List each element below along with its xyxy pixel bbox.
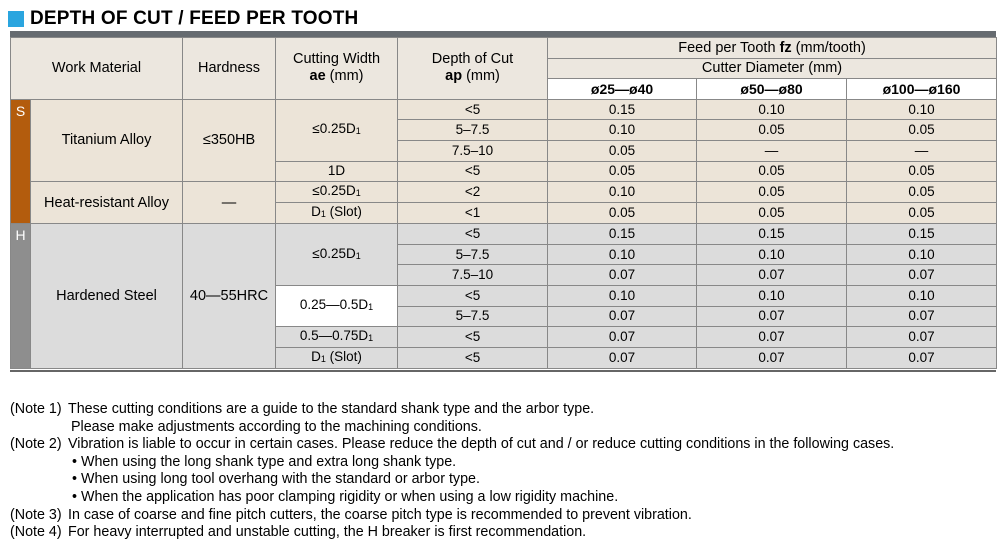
feed-cell: 0.05 [697,120,847,141]
feed-cell: 0.05 [847,120,997,141]
depth-cell: <5 [398,161,548,182]
width-value: D [311,204,321,220]
feed-cell: 0.10 [847,99,997,120]
width-value: ≤0.25D [312,183,356,199]
width-subscript: 1 [355,126,361,137]
note-text: Vibration is liable to occur in certain cases. Please reduce the depth of cut and / or reduce cutting conditions in the following cases. [68,436,895,453]
depth-unit: (mm) [462,68,500,85]
hardness-heat-resistant: — [183,182,276,224]
feed-cell: 0.10 [697,99,847,120]
note-2-bullet: • When the application has poor clamping rigidity or when using a low rigidity machine. [72,488,619,505]
hardness-hardened-steel: 40—55HRC [183,224,276,369]
depth-cell: <5 [398,99,548,120]
note-2 [10,436,995,454]
depth-label: Depth of Cut [431,51,514,68]
note-label: (Note 1) [10,401,62,417]
width-value: 0.25—0.5D [299,297,369,313]
feed-cell: 0.07 [847,327,997,348]
width-steel-05-075 [276,327,398,348]
depth-cell: 5–7.5 [398,120,548,141]
feed-cell: 0.05 [697,182,847,203]
feed-cell: 0.07 [847,348,997,369]
feed-cell: 0.10 [548,182,697,203]
header-cutter-diameter: Cutter Diameter (mm) [548,58,997,79]
width-steel-025 [276,224,398,286]
feed-cell: 0.10 [697,244,847,265]
depth-cell: 7.5–10 [398,265,548,286]
feed-unit: (mm/tooth) [791,39,866,56]
note-4 [10,524,995,542]
feed-symbol: fz [779,39,792,56]
depth-cell: 5–7.5 [398,306,548,327]
feed-cell: 0.15 [548,224,697,245]
header-diameter-50-80: ø50—ø80 [697,79,847,100]
feed-label: Feed per Tooth [678,39,780,56]
width-titanium-025 [276,99,398,161]
depth-cell: <5 [398,327,548,348]
depth-cell: <5 [398,348,548,369]
header-cutting-width [276,38,398,100]
depth-cell: 5–7.5 [398,244,548,265]
feed-cell: 0.05 [847,161,997,182]
feed-cell: 0.10 [847,285,997,306]
feed-cell: 0.07 [548,348,697,369]
width-value: 0.5—0.75D [299,328,369,344]
note-2-bullet: • When using the long shank type and extra long shank type. [72,453,457,470]
feed-cell: 0.07 [847,265,997,286]
header-diameter-25-40: ø25—ø40 [548,79,697,100]
width-heat-025 [276,182,398,203]
table-row [11,224,997,245]
depth-cell: <1 [398,203,548,224]
feed-cell: 0.10 [697,285,847,306]
header-hardness: Hardness [183,38,276,100]
material-heat-resistant: Heat-resistant Alloy [31,182,183,224]
width-heat-slot [276,203,398,224]
material-titanium: Titanium Alloy [31,99,183,181]
note-text: In case of coarse and fine pitch cutters, the coarse pitch type is recommended to prevent vibration. [68,506,692,523]
feed-cell: 0.15 [697,224,847,245]
width-value: ≤0.25D [312,245,356,261]
table-row [11,99,997,120]
feed-cell: 0.05 [548,140,697,161]
feed-cell: 0.07 [548,327,697,348]
width-value: D [311,349,321,365]
cutting-width-label: Cutting Width [292,51,381,68]
width-suffix: (Slot) [325,349,362,365]
feed-cell: 0.07 [548,306,697,327]
feed-cell: 0.05 [548,203,697,224]
feed-cell: 0.10 [548,244,697,265]
header-feed-per-tooth [548,38,997,59]
feed-cell: 0.07 [548,265,697,286]
feed-cell: 0.07 [697,306,847,327]
note-2-bullet: • When using long tool overhang with the standard or arbor type. [72,471,480,488]
cutting-width-symbol: ae [309,68,326,85]
material-hardened-steel: Hardened Steel [31,224,183,369]
hardness-titanium: ≤350HB [183,99,276,181]
cutting-width-unit: (mm) [325,68,364,85]
feed-cell: 0.05 [847,203,997,224]
width-value: ≤0.25D [312,121,356,137]
cutting-conditions-table [10,37,997,369]
note-1 [10,401,995,419]
feed-cell: 0.10 [548,285,697,306]
group-h-label: H [15,227,26,244]
note-label: (Note 3) [10,506,62,523]
feed-cell: 0.05 [697,161,847,182]
feed-cell: 0.05 [697,203,847,224]
feed-cell: 0.07 [697,348,847,369]
title-text: DEPTH OF CUT / FEED PER TOOTH [30,8,359,29]
width-suffix: (Slot) [325,204,362,220]
feed-cell: 0.05 [548,161,697,182]
note-text: These cutting conditions are a guide to the standard shank type and the arbor type. [68,401,595,417]
feed-cell: 0.10 [548,120,697,141]
title-marker-icon [8,11,24,27]
notes-section [10,401,995,542]
feed-cell: — [847,140,997,161]
feed-cell: 0.05 [847,182,997,203]
header-diameter-100-160: ø100—ø160 [847,79,997,100]
note-3 [10,507,995,525]
depth-cell: <2 [398,182,548,203]
depth-symbol: ap [445,68,463,85]
width-steel-025-05 [276,285,398,326]
width-steel-slot [276,348,398,369]
note-label: (Note 4) [10,524,62,541]
group-s-label: S [15,102,26,119]
note-label: (Note 2) [10,436,62,453]
feed-cell: 0.10 [847,244,997,265]
width-subscript: 1 [368,333,374,344]
table-row [11,182,997,203]
group-s-band [11,99,31,223]
depth-cell: 7.5–10 [398,140,548,161]
group-h-band [11,224,31,369]
feed-cell: — [697,140,847,161]
width-titanium-1d: 1D [276,161,398,182]
note-1-continuation: Please make adjustments according to the machining conditions. [71,418,482,435]
header-depth-of-cut [398,38,548,100]
header-work-material: Work Material [11,38,183,100]
feed-cell: 0.07 [697,327,847,348]
width-subscript: 1 [320,354,326,365]
feed-cell: 0.15 [548,99,697,120]
feed-cell: 0.15 [847,224,997,245]
feed-cell: 0.07 [697,265,847,286]
width-subscript: 1 [355,188,361,199]
bottom-divider [10,370,996,372]
width-subscript: 1 [368,302,374,313]
depth-cell: <5 [398,224,548,245]
depth-cell: <5 [398,285,548,306]
section-title [8,8,358,30]
feed-cell: 0.07 [847,306,997,327]
width-subscript: 1 [355,250,361,261]
width-subscript: 1 [320,209,326,220]
note-text: For heavy interrupted and unstable cutting, the H breaker is first recommendation. [68,524,587,541]
